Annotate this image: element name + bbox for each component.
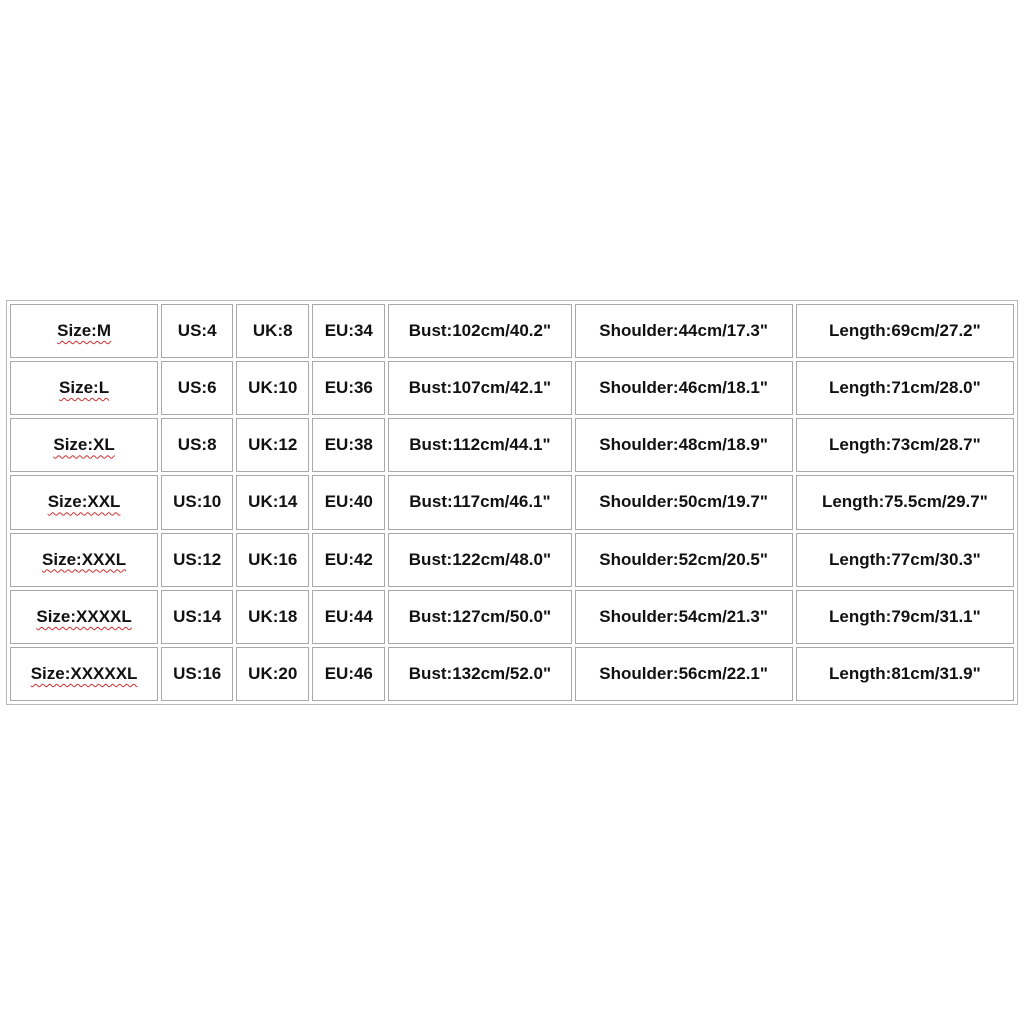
uk-size-cell bbox=[236, 418, 309, 472]
shoulder-value: Shoulder:56cm/22.1" bbox=[599, 663, 768, 683]
size-cell bbox=[10, 361, 158, 415]
us-size-value: US:8 bbox=[177, 435, 217, 455]
length-cell bbox=[796, 361, 1014, 415]
table-row bbox=[10, 418, 1014, 472]
length-value: Length:75.5cm/29.7" bbox=[821, 492, 988, 512]
uk-size-cell bbox=[236, 304, 309, 358]
us-size-cell bbox=[161, 361, 233, 415]
uk-size-cell bbox=[236, 647, 309, 701]
shoulder-value: Shoulder:44cm/17.3" bbox=[599, 321, 768, 341]
length-value: Length:73cm/28.7" bbox=[829, 435, 981, 455]
length-value: Length:77cm/30.3" bbox=[829, 549, 981, 569]
shoulder-cell bbox=[575, 590, 793, 644]
eu-size-cell bbox=[312, 361, 385, 415]
us-size-cell bbox=[161, 475, 233, 529]
us-size-value: US:12 bbox=[173, 549, 222, 569]
table-row bbox=[10, 647, 1014, 701]
length-cell bbox=[796, 647, 1014, 701]
eu-size-cell bbox=[312, 475, 385, 529]
bust-cell bbox=[388, 475, 571, 529]
bust-value: Bust:117cm/46.1" bbox=[409, 492, 551, 512]
bust-cell bbox=[388, 590, 571, 644]
eu-size-cell bbox=[312, 533, 385, 587]
shoulder-cell bbox=[575, 475, 793, 529]
us-size-cell bbox=[161, 647, 233, 701]
uk-size-value: UK:20 bbox=[248, 663, 298, 683]
shoulder-cell bbox=[575, 418, 793, 472]
eu-size-cell bbox=[312, 590, 385, 644]
bust-cell bbox=[388, 647, 571, 701]
eu-size-value: EU:40 bbox=[324, 492, 373, 512]
shoulder-value: Shoulder:48cm/18.9" bbox=[599, 435, 768, 455]
uk-size-value: UK:10 bbox=[248, 378, 298, 398]
uk-size-value: UK:16 bbox=[248, 549, 298, 569]
shoulder-value: Shoulder:52cm/20.5" bbox=[599, 549, 768, 569]
size-cell bbox=[10, 418, 158, 472]
uk-size-cell bbox=[236, 475, 309, 529]
table-row bbox=[10, 590, 1014, 644]
bust-value: Bust:132cm/52.0" bbox=[408, 663, 552, 683]
length-value: Length:69cm/27.2" bbox=[829, 321, 981, 341]
size-value: Size:XXXXXL bbox=[30, 663, 138, 683]
length-cell bbox=[796, 590, 1014, 644]
size-value: Size:L bbox=[59, 378, 110, 398]
us-size-cell bbox=[161, 590, 233, 644]
eu-size-value: EU:46 bbox=[324, 663, 373, 683]
length-value: Length:81cm/31.9" bbox=[829, 663, 981, 683]
bust-value: Bust:102cm/40.2" bbox=[408, 321, 552, 341]
uk-size-value: UK:14 bbox=[248, 492, 298, 512]
bust-cell bbox=[388, 304, 571, 358]
uk-size-value: UK:12 bbox=[248, 435, 298, 455]
eu-size-cell bbox=[312, 647, 385, 701]
eu-size-value: EU:44 bbox=[324, 606, 373, 626]
size-value: Size:XXXL bbox=[42, 549, 127, 569]
shoulder-cell bbox=[575, 361, 793, 415]
us-size-cell bbox=[161, 304, 233, 358]
size-value: Size:M bbox=[57, 321, 111, 341]
size-cell bbox=[10, 647, 158, 701]
size-cell bbox=[10, 475, 158, 529]
us-size-value: US:6 bbox=[177, 378, 217, 398]
uk-size-value: UK:8 bbox=[252, 321, 293, 341]
length-value: Length:71cm/28.0" bbox=[829, 378, 981, 398]
eu-size-value: EU:36 bbox=[324, 378, 373, 398]
bust-cell bbox=[388, 418, 571, 472]
eu-size-cell bbox=[312, 418, 385, 472]
bust-value: Bust:107cm/42.1" bbox=[408, 378, 552, 398]
table-row bbox=[10, 304, 1014, 358]
eu-size-value: EU:42 bbox=[324, 549, 373, 569]
eu-size-cell bbox=[312, 304, 385, 358]
size-chart-body bbox=[10, 304, 1014, 701]
bust-cell bbox=[388, 533, 571, 587]
shoulder-cell bbox=[575, 304, 793, 358]
eu-size-value: EU:38 bbox=[324, 435, 373, 455]
table-row bbox=[10, 475, 1014, 529]
uk-size-cell bbox=[236, 533, 309, 587]
size-value: Size:XXXXL bbox=[36, 606, 132, 626]
uk-size-cell bbox=[236, 361, 309, 415]
shoulder-value: Shoulder:50cm/19.7" bbox=[599, 492, 768, 512]
length-cell bbox=[796, 418, 1014, 472]
length-cell bbox=[796, 475, 1014, 529]
us-size-value: US:10 bbox=[173, 492, 222, 512]
bust-cell bbox=[388, 361, 571, 415]
us-size-cell bbox=[161, 533, 233, 587]
size-cell bbox=[10, 590, 158, 644]
size-chart-table bbox=[6, 300, 1018, 705]
length-value: Length:79cm/31.1" bbox=[829, 606, 981, 626]
shoulder-value: Shoulder:54cm/21.3" bbox=[599, 606, 768, 626]
size-value: Size:XXL bbox=[47, 492, 121, 512]
size-value: Size:XL bbox=[53, 435, 115, 455]
us-size-value: US:16 bbox=[173, 663, 222, 683]
length-cell bbox=[796, 304, 1014, 358]
table-row bbox=[10, 533, 1014, 587]
table-row bbox=[10, 361, 1014, 415]
bust-value: Bust:122cm/48.0" bbox=[408, 549, 552, 569]
size-cell bbox=[10, 304, 158, 358]
size-cell bbox=[10, 533, 158, 587]
uk-size-value: UK:18 bbox=[248, 606, 298, 626]
us-size-value: US:14 bbox=[173, 606, 222, 626]
shoulder-cell bbox=[575, 533, 793, 587]
shoulder-value: Shoulder:46cm/18.1" bbox=[599, 378, 768, 398]
eu-size-value: EU:34 bbox=[324, 321, 373, 341]
us-size-cell bbox=[161, 418, 233, 472]
length-cell bbox=[796, 533, 1014, 587]
bust-value: Bust:112cm/44.1" bbox=[409, 435, 551, 455]
uk-size-cell bbox=[236, 590, 309, 644]
us-size-value: US:4 bbox=[177, 321, 217, 341]
bust-value: Bust:127cm/50.0" bbox=[408, 606, 552, 626]
shoulder-cell bbox=[575, 647, 793, 701]
